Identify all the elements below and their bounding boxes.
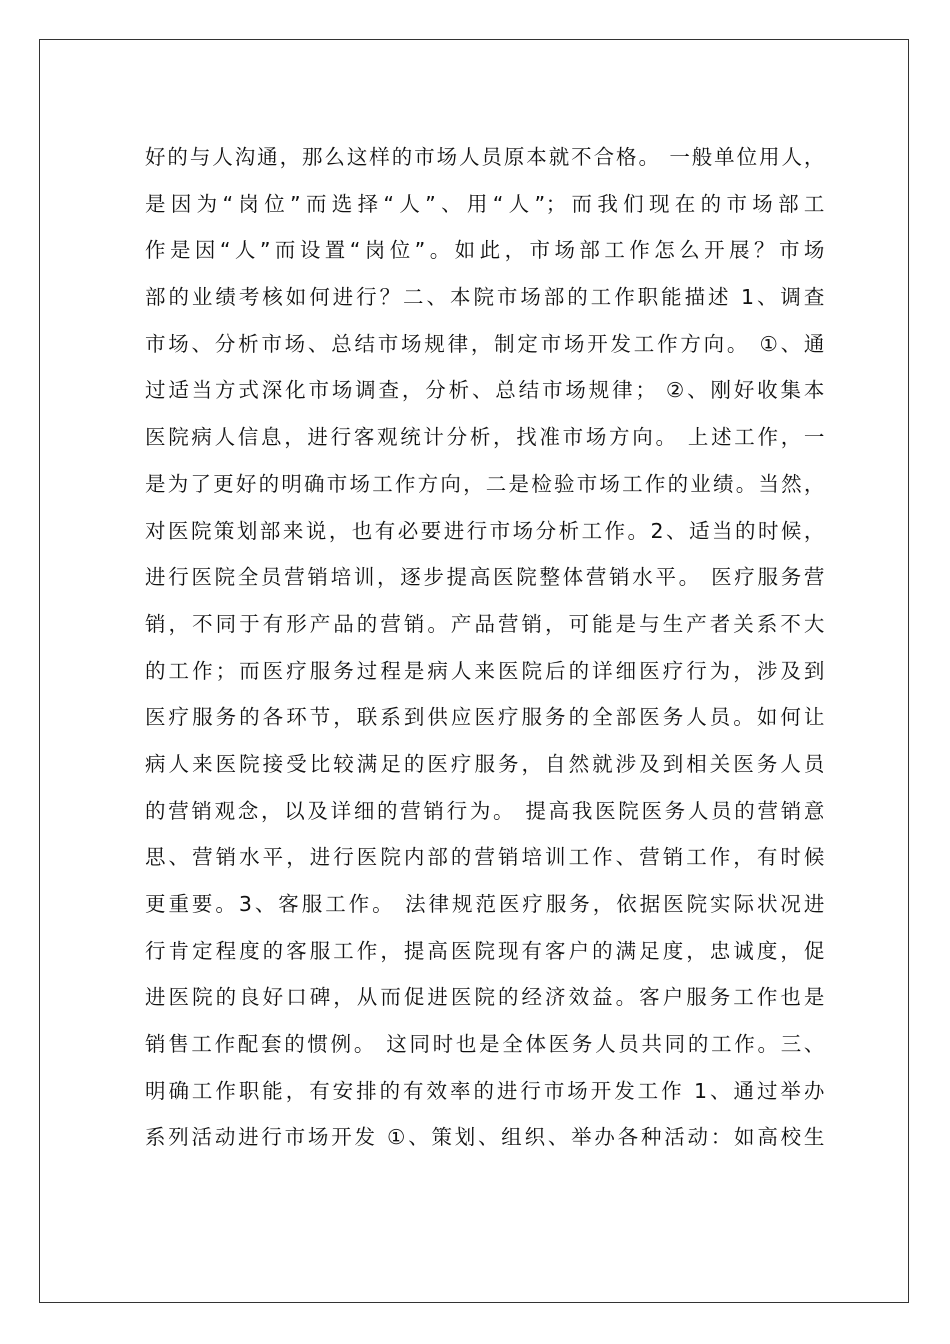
text-line: 是为了更好的明确市场工作方向，二是检验市场工作的业绩。当然， bbox=[145, 471, 825, 496]
text-line: 医院病人信息，进行客观统计分析，找准市场方向。 上述工作，一 bbox=[145, 425, 825, 450]
text-line: 过适当方式深化市场调查，分析、总结市场规律； ②、刚好收集本 bbox=[145, 378, 825, 403]
text-line: 是因为“岗位”而选择“人”、用“人”；而我们现在的市场部工 bbox=[145, 191, 825, 216]
text-line: 销售工作配套的惯例。 这同时也是全体医务人员共同的工作。三、 bbox=[145, 1032, 825, 1057]
text-line: 市场、分析市场、总结市场规律，制定市场开发工作方向。 ①、通 bbox=[145, 331, 825, 356]
text-line: 好的与人沟通，那么这样的市场人员原本就不合格。 一般单位用人， bbox=[145, 145, 825, 169]
text-line: 进行医院全员营销培训，逐步提高医院整体营销水平。 医疗服务营 bbox=[145, 565, 825, 590]
text-line: 系列活动进行市场开发 ①、策划、组织、举办各种活动：如高校生 bbox=[145, 1125, 825, 1150]
text-line: 进医院的良好口碑，从而促进医院的经济效益。客户服务工作也是 bbox=[145, 985, 825, 1010]
text-line: 的工作；而医疗服务过程是病人来医院后的详细医疗行为，涉及到 bbox=[145, 658, 825, 683]
text-line: 更重要。3、客服工作。 法律规范医疗服务，依据医院实际状况进 bbox=[145, 892, 825, 916]
text-line: 行肯定程度的客服工作，提高医院现有客户的满足度，忠诚度，促 bbox=[145, 938, 825, 963]
text-line: 作是因“人”而设置“岗位”。如此，市场部工作怎么开展？市场 bbox=[145, 238, 825, 263]
text-line: 的营销观念，以及详细的营销行为。 提高我医院医务人员的营销意 bbox=[145, 798, 825, 823]
document-body bbox=[145, 137, 825, 1164]
text-line: 思、营销水平，进行医院内部的营销培训工作、营销工作，有时候 bbox=[145, 845, 825, 870]
text-line: 病人来医院接受比较满足的医疗服务，自然就涉及到相关医务人员 bbox=[145, 751, 825, 776]
text-line: 对医院策划部来说，也有必要进行市场分析工作。2、适当的时候， bbox=[145, 518, 825, 543]
text-line: 部的业绩考核如何进行？二、本院市场部的工作职能描述 1、调查 bbox=[145, 285, 825, 310]
text-line: 医疗服务的各环节，联系到供应医疗服务的全部医务人员。如何让 bbox=[145, 705, 825, 730]
text-line: 销，不同于有形产品的营销。产品营销，可能是与生产者关系不大 bbox=[145, 611, 825, 636]
text-line: 明确工作职能，有安排的有效率的进行市场开发工作 1、通过举办 bbox=[145, 1078, 825, 1103]
